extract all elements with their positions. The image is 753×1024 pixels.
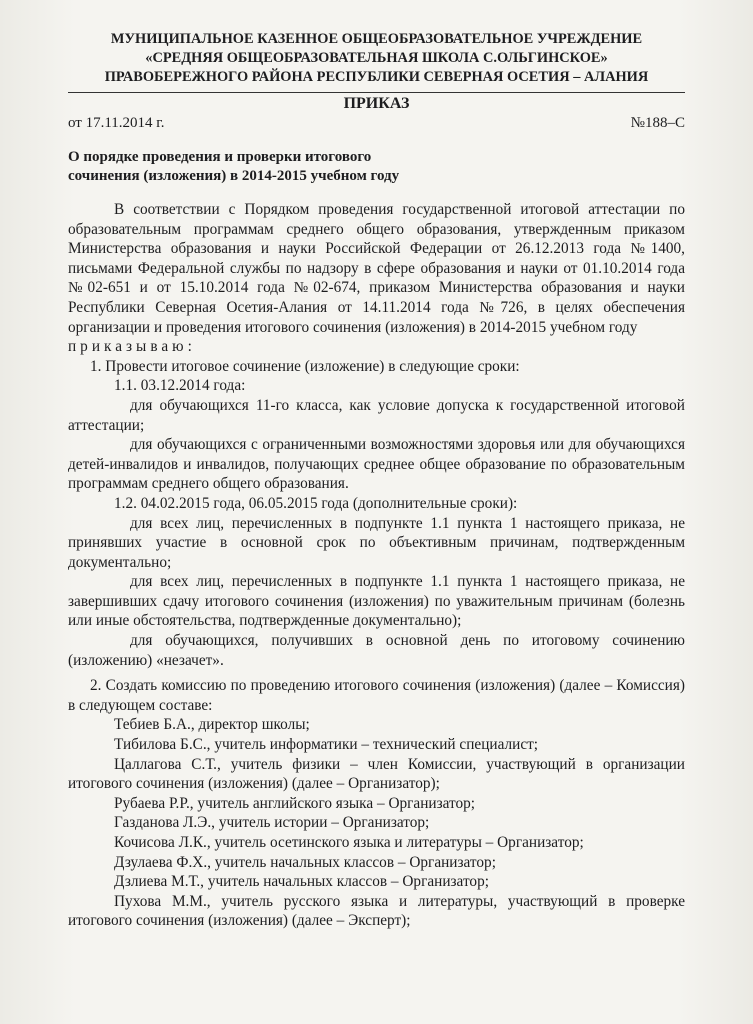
clause-1-2-c: для обучающихся, получивших в основной день по итоговому сочинению (изложению) «незачет». [68, 632, 685, 669]
preamble-paragraph: В соответствии с Порядком проведения государственной итоговой аттестации по образовательным программам среднего общего образования, утвержденным приказом Министерства образования и науки Российской Федерации от 26.12.2013 года №1400, письмами Федеральной службы по надзору в сфере образования и науки от 01.10.2014 года №02-651 и от 15.10.2014 года №02-674, приказом Министерства образования и науки Республики Северная Осетия-Алания от 14.11.2014 года №726, в целях обеспечения организации и проведения итогового сочинения (изложения) в 2014-2015 учебном году [68, 201, 685, 336]
prikazyvayu: приказываю: [68, 338, 196, 356]
org-header-line-2: «СРЕДНЯЯ ОБЩЕОБРАЗОВАТЕЛЬНАЯ ШКОЛА С.ОЛЬГИНСКОЕ» [145, 50, 608, 66]
commission-member: Рубаева Р.Р., учитель английского языка – Организатор; [114, 794, 476, 812]
clause-1-1-b: для обучающихся с ограниченными возможностями здоровья или для обучающихся детей-инвалидов и инвалидов, получающих среднее общее образование по образовательным программам среднего общего образования. [68, 436, 685, 493]
subject-line-1: О порядке проведения и проверки итогового [68, 149, 372, 165]
commission-member: Кочисова Л.К., учитель осетинского языка и литературы – Организатор; [114, 834, 584, 851]
order-body [68, 200, 685, 931]
document-number: №188–С [630, 115, 685, 131]
clause-1-2-b: для всех лиц, перечисленных в подпункте 1.1 пункта 1 настоящего приказа, не завершивших сдачу итогового сочинения (изложения) по уважительным причинам (болезнь или иные обстоятельства, подтвержденные документально); [68, 573, 685, 630]
order-subject [68, 148, 685, 186]
date-number-row [68, 115, 685, 132]
subject-line-2: сочинения (изложения) в 2014-2015 учебном году [68, 168, 400, 184]
commission-member: Газданова Л.Э., учитель истории – Организатор; [114, 814, 430, 832]
commission-member: Тебиев Б.А., директор школы; [114, 716, 310, 734]
clause-1-1: 1.1. 03.12.2014 года: [114, 377, 246, 395]
commission-member: Пухова М.М., учитель русского языка и литературы, участвующий в проверке итогового сочинения (изложения) (далее – Эксперт); [68, 892, 685, 930]
clause-1-2: 1.2. 04.02.2015 года, 06.05.2015 года (дополнительные сроки): [114, 494, 518, 512]
document-date: от 17.11.2014 г. [68, 115, 165, 131]
clause-1-2-a: для всех лиц, перечисленных в подпункте 1.1 пункта 1 настоящего приказа, не принявших участие в основной срок по объективным причинам, подтвержденным документально; [68, 514, 685, 571]
clause-1-1-a: для обучающихся 11-го класса, как условие допуска к государственной итоговой аттестации; [68, 396, 685, 434]
clause-2: 2. Создать комиссию по проведению итогового сочинения (изложения) (далее – Комиссия) в следующем составе: [68, 677, 685, 714]
commission-member: Дзулаева Ф.Х., учитель начальных классов – Организатор; [114, 853, 496, 871]
header-divider [68, 92, 685, 93]
commission-member: Цаллагова С.Т., учитель физики – член Комиссии, участвующий в организации итогового сочинения (изложения) (далее – Организатор); [68, 755, 685, 793]
org-header-line-3: ПРАВОБЕРЕЖНОГО РАЙОНА РЕСПУБЛИКИ СЕВЕРНАЯ ОСЕТИЯ – АЛАНИЯ [104, 69, 649, 85]
org-header [68, 30, 685, 87]
commission-member: Дзлиева М.Т., учитель начальных классов – Организатор; [114, 873, 489, 891]
commission-member: Тибилова Б.С., учитель информатики – технический специалист; [114, 736, 539, 754]
document-title: ПРИКАЗ [343, 95, 410, 112]
org-header-line-1: МУНИЦИПАЛЬНОЕ КАЗЕННОЕ ОБЩЕОБРАЗОВАТЕЛЬНОЕ УЧРЕЖДЕНИЕ [110, 31, 643, 47]
clause-1: 1. Провести итоговое сочинение (изложение) в следующие сроки: [90, 357, 520, 375]
